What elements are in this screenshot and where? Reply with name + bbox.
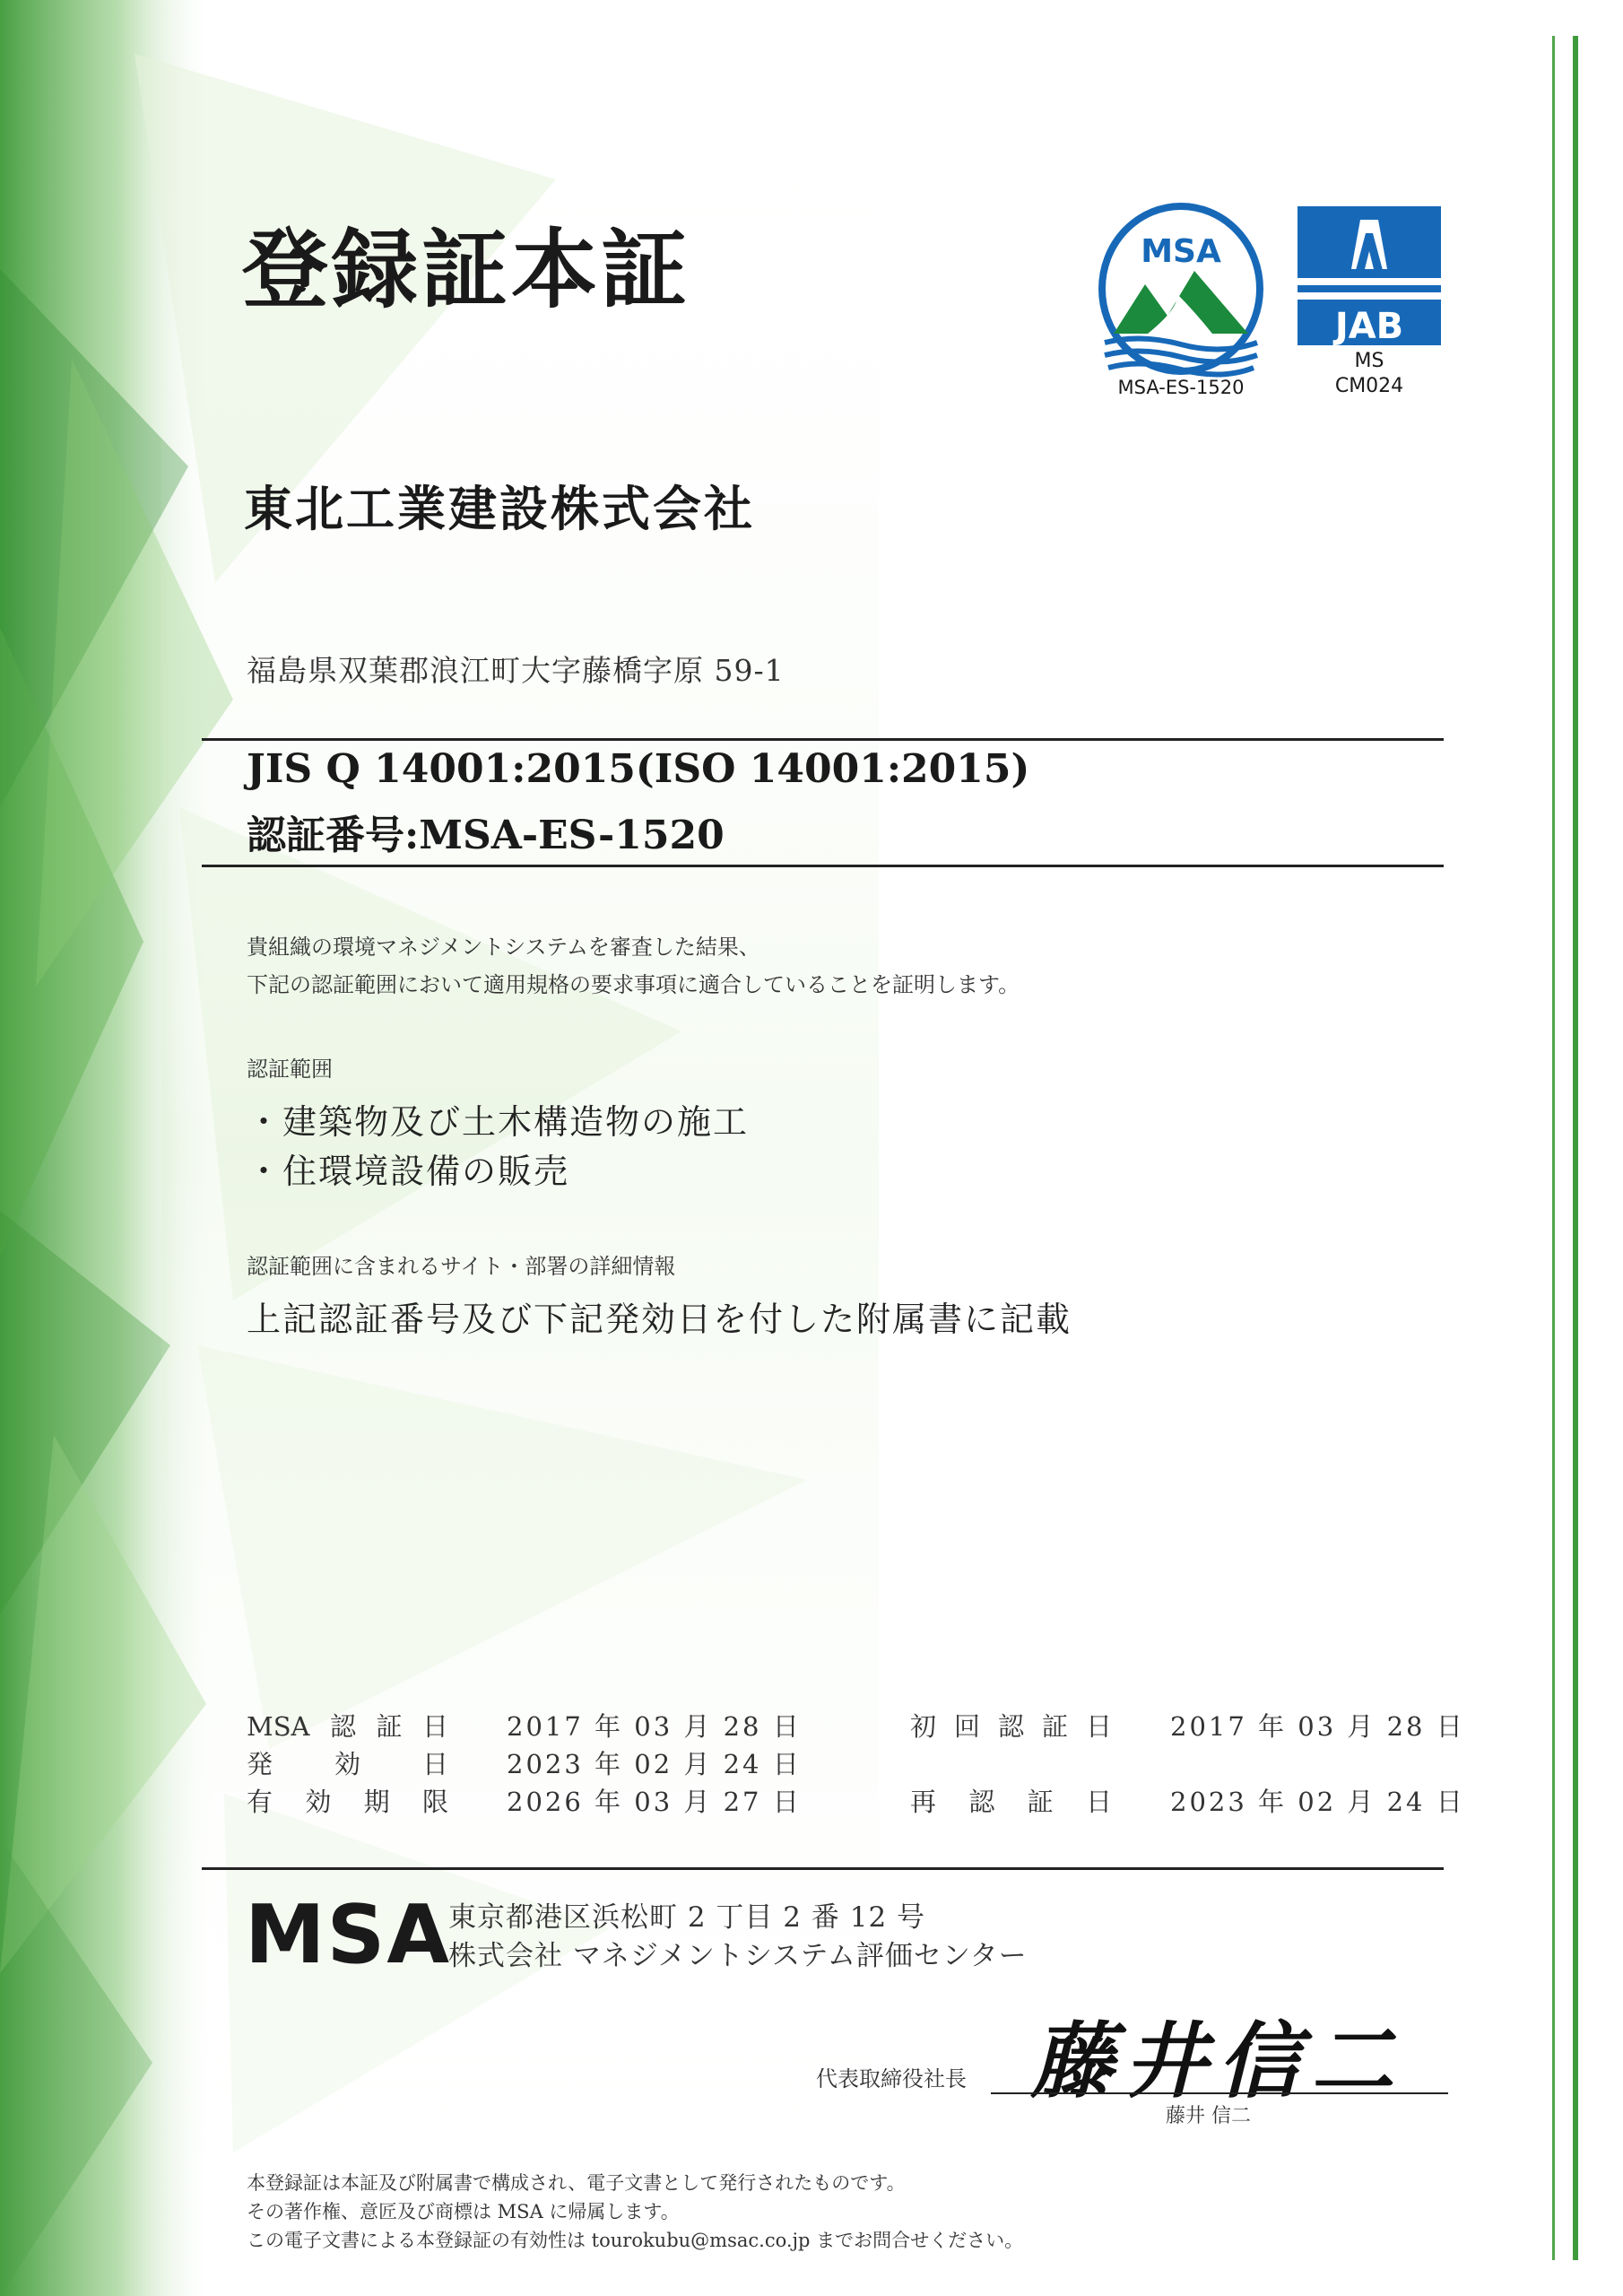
footer-note: この電子文書による本登録証の有効性は tourokubu@msac.co.jp までお問合せください。 xyxy=(247,2230,1024,2251)
msa-accreditation-mark xyxy=(1096,199,1266,405)
divider-top xyxy=(202,738,1444,741)
scope-item: ・住環境設備の販売 xyxy=(247,1152,570,1191)
date-value: 2017 年 03 月 28 日 xyxy=(1170,1711,1465,1742)
statement-line: 下記の認証範囲において適用規格の要求事項に適合していることを証明します。 xyxy=(247,972,1020,997)
jab-accreditation-mark xyxy=(1298,206,1441,413)
scope-label: 認証範囲 xyxy=(247,1057,333,1082)
issuer-address: 東京都港区浜松町 2 丁目 2 番 12 号 xyxy=(448,1901,926,1934)
footer-note: その著作権、意匠及び商標は MSA に帰属します。 xyxy=(247,2201,680,2222)
date-label: 再認証日 xyxy=(910,1787,1112,1817)
representative-name: 藤井 信二 xyxy=(1166,2105,1251,2127)
signature-line xyxy=(991,2092,1448,2094)
sites-label: 認証範囲に含まれるサイト・部署の詳細情報 xyxy=(247,1254,676,1279)
date-value: 2017 年 03 月 28 日 xyxy=(507,1711,802,1742)
representative-title: 代表取締役社長 xyxy=(816,2066,967,2092)
divider-issuer xyxy=(202,1867,1444,1870)
msa-mountain-icon xyxy=(1096,199,1266,378)
jab-caption-line1: MS xyxy=(1354,350,1384,372)
msa-mark-text: MSA xyxy=(1141,233,1221,270)
certificate-title: 登録証本証 xyxy=(242,220,690,320)
jab-mark-icon xyxy=(1298,206,1441,345)
msa-mark-caption: MSA-ES-1520 xyxy=(1117,377,1245,398)
footer-note: 本登録証は本証及び附属書で構成され、電子文書として発行されたものです。 xyxy=(247,2172,906,2194)
date-value: 2023 年 02 月 24 日 xyxy=(507,1749,802,1779)
date-label: 初回認証日 xyxy=(910,1711,1112,1742)
sites-text: 上記認証番号及び下記発効日を付した附属書に記載 xyxy=(247,1300,1072,1339)
standard-text: JIS Q 14001:2015(ISO 14001:2015) xyxy=(247,746,1030,792)
signature: 藤井信二 xyxy=(1031,2013,1405,2109)
company-address: 福島県双葉郡浪江町大字藤橋字原 59-1 xyxy=(247,653,785,688)
certification-statement xyxy=(247,928,1020,1004)
right-border-line-inner xyxy=(1573,36,1578,2260)
issuer-logo: MSA xyxy=(245,1888,452,1982)
company-name: 東北工業建設株式会社 xyxy=(244,481,755,537)
date-value: 2023 年 02 月 24 日 xyxy=(1170,1787,1465,1817)
right-border-line-outer xyxy=(1552,36,1555,2260)
jab-caption-line2: CM024 xyxy=(1334,375,1404,397)
statement-line: 貴組織の環境マネジメントシステムを審査した結果、 xyxy=(247,935,760,960)
dates-table xyxy=(247,1709,1465,1825)
date-label: 有効期限 xyxy=(247,1787,448,1817)
jab-mark-text: JAB xyxy=(1334,306,1404,345)
date-label: 発効日 xyxy=(247,1749,448,1779)
certificate-number: 認証番号:MSA-ES-1520 xyxy=(247,813,725,858)
scope-item: ・建築物及び土木構造物の施工 xyxy=(247,1102,750,1142)
divider-bottom xyxy=(202,865,1444,867)
date-value: 2026 年 03 月 27 日 xyxy=(507,1787,802,1817)
date-label: MSA認証日 xyxy=(247,1711,448,1742)
issuer-name: 株式会社 マネジメントシステム評価センター xyxy=(448,1940,1028,1972)
